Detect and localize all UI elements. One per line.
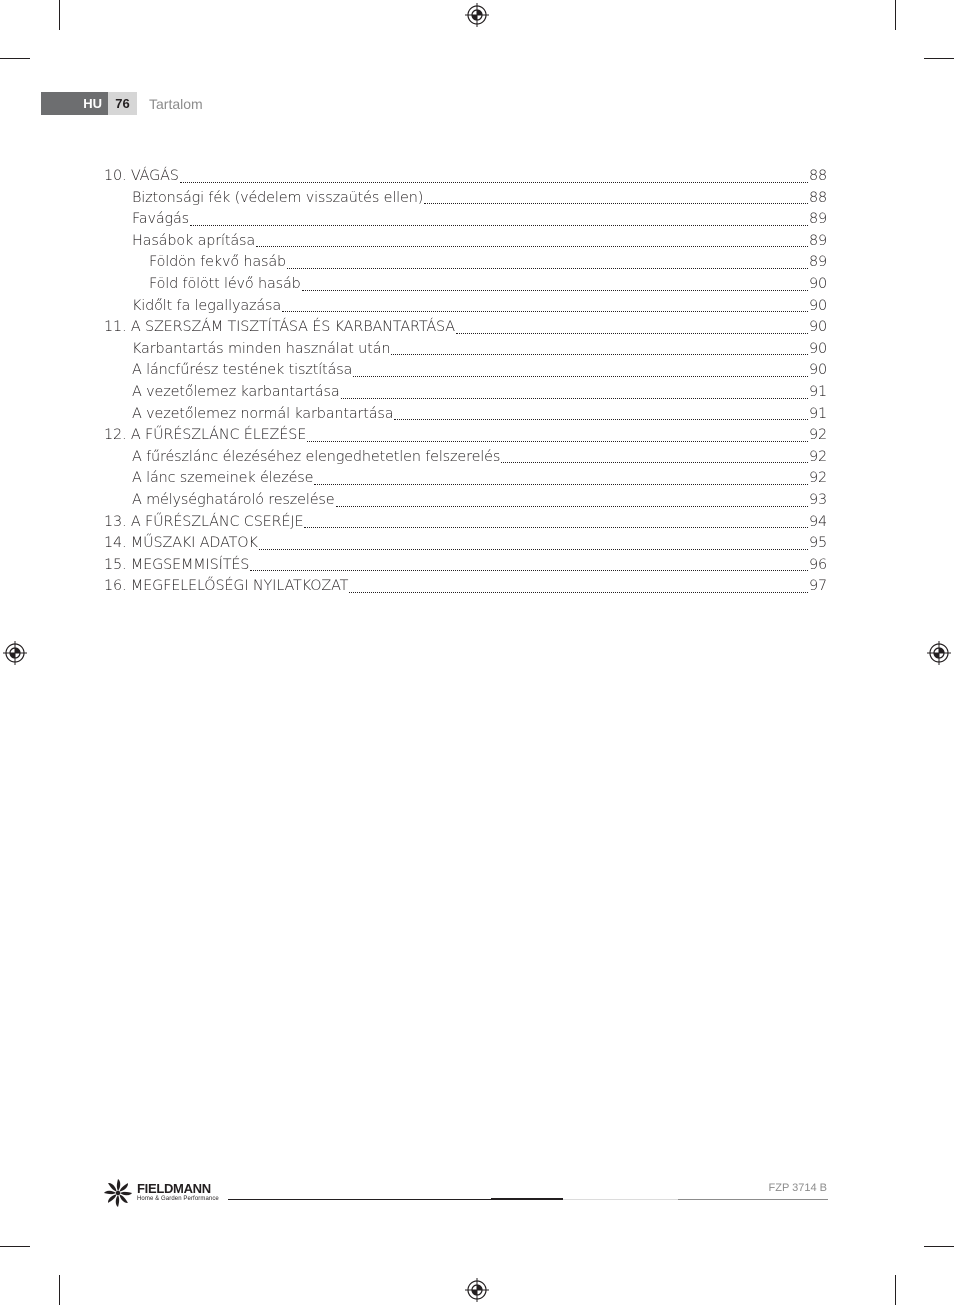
page-number: 76 bbox=[108, 92, 137, 115]
crop-mark bbox=[895, 0, 896, 30]
footer-rule-segment bbox=[491, 1198, 563, 1200]
toc-entry bbox=[104, 447, 827, 469]
toc-entry-page: 91 bbox=[808, 405, 827, 422]
toc-entry bbox=[104, 425, 827, 447]
toc-dot-leader bbox=[287, 267, 808, 269]
footer-rule-segment bbox=[678, 1199, 828, 1200]
toc-entry-title: 16. MEGFELELŐSÉGI NYILATKOZAT bbox=[104, 578, 349, 595]
toc-entry-page: 90 bbox=[808, 340, 827, 357]
section-title: Tartalom bbox=[149, 96, 203, 112]
toc-entry-title: 13. A FŰRÉSZLÁNC CSERÉJE bbox=[104, 513, 304, 530]
toc-dot-leader bbox=[424, 202, 808, 204]
toc-entry-title: Favágás bbox=[132, 211, 190, 228]
toc-entry-title: A láncfűrész testének tisztítása bbox=[132, 362, 353, 379]
toc-entry-page: 91 bbox=[808, 383, 827, 400]
toc-entry bbox=[104, 252, 827, 274]
toc-entry bbox=[104, 166, 827, 188]
toc-entry-title: 12. A FŰRÉSZLÁNC ÉLEZÉSE bbox=[104, 427, 307, 444]
registration-target-icon bbox=[927, 641, 951, 665]
toc-entry-page: 90 bbox=[808, 362, 827, 379]
toc-entry bbox=[104, 209, 827, 231]
crop-mark bbox=[0, 1246, 30, 1247]
toc-dot-leader bbox=[353, 375, 808, 377]
toc-entry-title: A fűrészlánc élezéséhez elengedhetetlen felszerelés bbox=[132, 448, 501, 465]
table-of-contents bbox=[104, 166, 827, 598]
toc-entry-title: A mélységhatároló reszelése bbox=[132, 491, 335, 508]
brand-tagline: Home & Garden Performance bbox=[137, 1196, 219, 1202]
toc-dot-leader bbox=[456, 332, 808, 334]
toc-dot-leader bbox=[302, 289, 808, 291]
fieldmann-flower-logo-icon bbox=[103, 1178, 133, 1208]
toc-entry-page: 90 bbox=[808, 319, 827, 336]
model-number: FZP 3714 B bbox=[768, 1182, 827, 1194]
toc-entry bbox=[104, 512, 827, 534]
crop-mark bbox=[59, 1275, 60, 1305]
toc-entry-page: 88 bbox=[808, 189, 827, 206]
toc-entry-page: 95 bbox=[808, 535, 827, 552]
toc-dot-leader bbox=[256, 245, 808, 247]
toc-entry-page: 90 bbox=[808, 275, 827, 292]
footer-rule-segment bbox=[228, 1199, 491, 1200]
toc-entry bbox=[104, 382, 827, 404]
brand-logo bbox=[103, 1178, 227, 1208]
toc-dot-leader bbox=[282, 310, 808, 312]
toc-entry-page: 92 bbox=[808, 427, 827, 444]
toc-entry bbox=[104, 555, 827, 577]
toc-entry-page: 92 bbox=[808, 448, 827, 465]
toc-dot-leader bbox=[349, 591, 808, 593]
toc-entry-page: 90 bbox=[808, 297, 827, 314]
toc-entry-title: Földön fekvő hasáb bbox=[149, 254, 287, 271]
toc-dot-leader bbox=[391, 353, 808, 355]
toc-entry-title: Kidőlt fa legallyazása bbox=[132, 297, 282, 314]
registration-target-icon bbox=[3, 641, 27, 665]
toc-entry-title: A lánc szemeinek élezése bbox=[132, 470, 314, 487]
toc-entry-page: 89 bbox=[808, 232, 827, 249]
brand-name: FIELDMANN bbox=[137, 1181, 211, 1196]
toc-dot-leader bbox=[250, 569, 808, 571]
toc-entry-page: 94 bbox=[808, 513, 827, 530]
toc-entry bbox=[104, 317, 827, 339]
toc-dot-leader bbox=[341, 397, 808, 399]
toc-entry-title: 14. MŰSZAKI ADATOK bbox=[104, 535, 258, 552]
toc-dot-leader bbox=[190, 224, 808, 226]
toc-entry bbox=[104, 296, 827, 318]
toc-entry-page: 96 bbox=[808, 556, 827, 573]
toc-entry bbox=[104, 360, 827, 382]
toc-dot-leader bbox=[314, 483, 808, 485]
toc-entry bbox=[104, 490, 827, 512]
toc-entry-page: 92 bbox=[808, 470, 827, 487]
toc-entry-page: 88 bbox=[808, 168, 827, 184]
toc-entry bbox=[104, 404, 827, 426]
footer-rule-segment bbox=[563, 1199, 678, 1200]
toc-entry-title: A vezetőlemez normál karbantartása bbox=[132, 405, 394, 422]
page-header-tab bbox=[41, 92, 137, 115]
toc-dot-leader bbox=[394, 418, 808, 420]
toc-entry-page: 89 bbox=[808, 254, 827, 271]
toc-entry bbox=[104, 339, 827, 361]
crop-mark bbox=[0, 58, 30, 59]
toc-dot-leader bbox=[259, 548, 808, 550]
toc-dot-leader bbox=[304, 526, 808, 528]
toc-dot-leader bbox=[307, 440, 808, 442]
registration-target-icon bbox=[465, 1278, 489, 1302]
toc-entry bbox=[104, 231, 827, 253]
toc-entry bbox=[104, 533, 827, 555]
toc-entry-title: 10. VÁGÁS bbox=[104, 168, 179, 184]
toc-entry-title: Hasábok aprítása bbox=[132, 232, 256, 249]
toc-dot-leader bbox=[336, 505, 808, 507]
crop-mark bbox=[59, 0, 60, 30]
toc-entry bbox=[104, 576, 827, 598]
crop-mark bbox=[924, 58, 954, 59]
toc-entry-title: Karbantartás minden használat után bbox=[132, 340, 391, 357]
toc-entry-page: 89 bbox=[808, 211, 827, 228]
toc-entry bbox=[104, 188, 827, 210]
toc-entry bbox=[104, 468, 827, 490]
toc-entry-title: 11. A SZERSZÁM TISZTÍTÁSA ÉS KARBANTARTÁSA bbox=[104, 319, 455, 336]
crop-mark bbox=[924, 1246, 954, 1247]
toc-entry-page: 93 bbox=[808, 491, 827, 508]
toc-entry-title: 15. MEGSEMMISÍTÉS bbox=[104, 556, 250, 573]
toc-entry bbox=[104, 274, 827, 296]
toc-dot-leader bbox=[501, 461, 808, 463]
toc-dot-leader bbox=[180, 181, 808, 183]
language-badge: HU bbox=[41, 92, 108, 115]
crop-mark bbox=[895, 1275, 896, 1305]
registration-target-icon bbox=[465, 3, 489, 27]
toc-entry-title: Biztonsági fék (védelem visszaütés ellen) bbox=[132, 189, 424, 206]
toc-entry-title: A vezetőlemez karbantartása bbox=[132, 383, 340, 400]
toc-entry-title: Föld fölött lévő hasáb bbox=[149, 275, 301, 292]
toc-entry-page: 97 bbox=[808, 578, 827, 595]
